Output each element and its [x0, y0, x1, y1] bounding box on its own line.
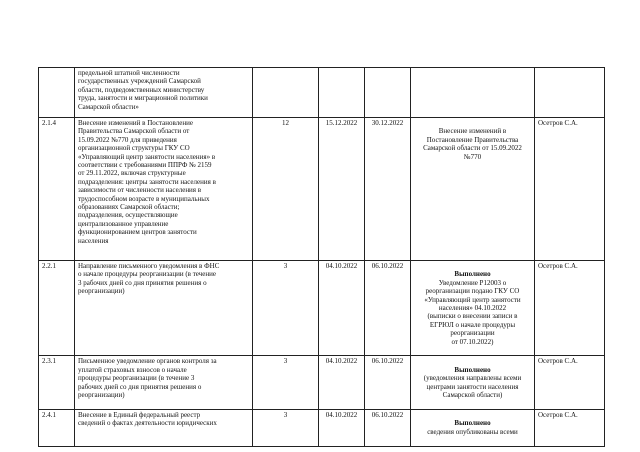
- start-date: 04.10.2022: [319, 409, 365, 446]
- duration-days: 3: [253, 356, 319, 409]
- task-description: Направление письменного уведомления в ФНС о начале процедуры реорганизации (в течение 3 рабочих дней со дня принятия решения о реорганизации): [75, 261, 253, 356]
- start-date: 15.12.2022: [319, 118, 365, 261]
- end-date: 06.10.2022: [365, 409, 411, 446]
- table-row: [39, 68, 605, 118]
- task-result: [411, 356, 535, 409]
- end-date: 30.12.2022: [365, 118, 411, 261]
- row-number: 2.2.1: [39, 261, 75, 356]
- duration-days: [253, 68, 319, 118]
- duration-days: 12: [253, 118, 319, 261]
- table-row: [39, 118, 605, 261]
- task-description: Внесение изменений в Постановление Правительства Самарской области от 15.09.2022 №770 для приведения организационной структуры ГКУ СО «Управляющий центр занятости населения» в соответствии с требованиями ППРФ № 2159 от 29.11.2022, включая структурные подразделения: центры занятости населения в зависимости от численности населения в трудоспособном возрасте в муниципальных образованиях Самарской области; подразделения, осуществляющие централизованное управление функционированием центров занятости населения: [75, 118, 253, 261]
- duration-days: 3: [253, 261, 319, 356]
- responsible-person: Осетров С.А.: [535, 356, 605, 409]
- duration-days: 3: [253, 409, 319, 446]
- table-row: [39, 261, 605, 356]
- row-number: 2.3.1: [39, 356, 75, 409]
- row-number: 2.4.1: [39, 409, 75, 446]
- start-date: [319, 68, 365, 118]
- responsible-person: Осетров С.А.: [535, 261, 605, 356]
- row-number: 2.1.4: [39, 118, 75, 261]
- task-result: [411, 118, 535, 261]
- start-date: 04.10.2022: [319, 356, 365, 409]
- result-text: Уведомление Р12003 о реорганизации подано ГКУ СО «Управляющий центр занятости населения» 04.10.2022 (выписки о внесении записи в ЕГРЮЛ о начале процедуры реорганизации от 07.10.2022): [424, 278, 521, 346]
- table-row: [39, 356, 605, 409]
- task-description: Внесение в Единый федеральный реестр сведений о фактах деятельности юридических: [75, 409, 253, 446]
- end-date: [365, 68, 411, 118]
- result-text: Внесение изменений в Постановление Правительства Самарской области от 15.09.2022 №770: [423, 127, 522, 161]
- responsible-person: Осетров С.А.: [535, 409, 605, 446]
- reorganization-plan-table: [38, 67, 605, 447]
- end-date: 06.10.2022: [365, 356, 411, 409]
- task-result: [411, 68, 535, 118]
- table-row: [39, 409, 605, 446]
- result-text: сведения опубликованы всеми: [427, 427, 518, 436]
- result-status: Выполнено: [454, 365, 491, 374]
- task-result: [411, 261, 535, 356]
- responsible-person: [535, 68, 605, 118]
- row-number: [39, 68, 75, 118]
- task-description: предельной штатной численности государственных учреждений Самарской области, подведомственных министерству труда, занятости и миграционной политики Самарской области»: [75, 68, 253, 118]
- result-status: Выполнено: [454, 270, 491, 279]
- start-date: 04.10.2022: [319, 261, 365, 356]
- result-status: Выполнено: [454, 419, 491, 428]
- task-result: [411, 409, 535, 446]
- end-date: 06.10.2022: [365, 261, 411, 356]
- task-description: Письменное уведомление органов контроля за уплатой страховых взносов о начале процедуры реорганизации (в течение 3 рабочих дней со дня принятия решения о реорганизации): [75, 356, 253, 409]
- result-text: (уведомления направлены всеми центрами занятости населения Самарской области): [423, 374, 522, 400]
- responsible-person: Осетров С.А.: [535, 118, 605, 261]
